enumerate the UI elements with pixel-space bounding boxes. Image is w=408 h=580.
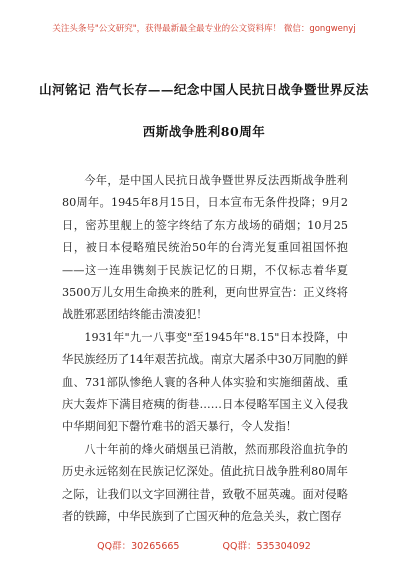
header-promo-note: 关注头条号"公文研究"，获得最新最全最专业的公文资料库！ 微信：gongwenyj — [52, 24, 356, 34]
footer-qq-group-1: QQ群：30265665 — [97, 541, 180, 552]
paragraph: 1931年"九一八事变"至1945年"8.15"日本投降，中华民族经历了14年艰苦抗战。南京大屠杀中30万同胞的鲜血、731部队惨绝人寰的各种人体实验和实施细菌战、重庆大轰炸下满目疮痍的街巷……日本侵略军国主义入侵我中华期间犯下罄竹难书的滔天暴行，令人发指！ — [62, 330, 348, 434]
document-body — [62, 170, 348, 529]
document-title-line-2: 西斯战争胜利80周年 — [142, 124, 266, 139]
document-title-line-1: 山河铭记 浩气长存——纪念中国人民抗日战争暨世界反法 — [39, 82, 369, 97]
footer-qq-group-2: QQ群：535304092 — [222, 541, 311, 552]
paragraph: 八十年前的烽火硝烟虽已消散，然而那段浴血抗争的历史永远铭刻在民族记忆深处。值此抗日战争胜利80周年之际，让我们以文字回溯往昔，致敬不屈英魂。面对侵略者的铁蹄，中华民族到了亡国灭种的危急关头，救亡图存 — [62, 442, 348, 524]
footer-contact — [0, 538, 408, 552]
paragraph: 今年，是中国人民抗日战争暨世界反法西斯战争胜利80周年。1945年8月15日，日本宣布无条件投降；9月2日，密苏里舰上的签字终结了东方战场的硝烟；10月25日，被日本侵略殖民统治50年的台湾光复重回祖国怀抱——这一连串镌刻于民族记忆的日期，不仅标志着华夏3500万儿女用生命换来的胜利，更向世界宣告：正义终将战胜邪恶团结终能击溃凌犯！ — [62, 174, 348, 322]
